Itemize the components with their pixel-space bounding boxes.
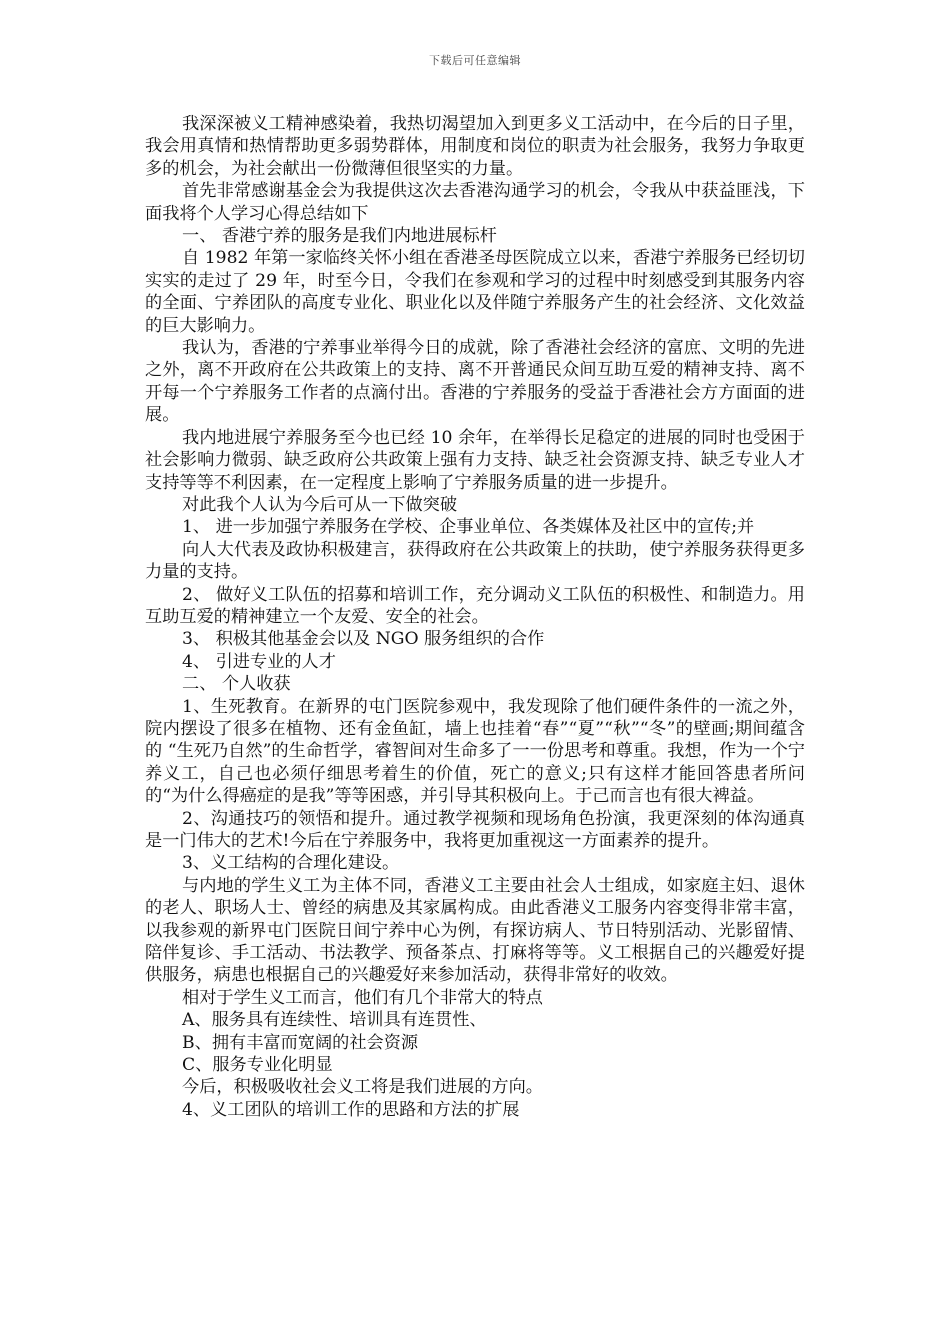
- paragraph: 自 1982 年第一家临终关怀小组在香港圣母医院成立以来，香港宁养服务已经切切实实的走过了 29 年，时至今日，令我们在参观和学习的过程中时刻感受到其服务内容的全面、宁养团队的高度专业化、职业化以及伴随宁养服务产生的社会经济、文化效益的巨大影响力。: [145, 248, 805, 336]
- paragraph: 对此我个人认为今后可从一下做突破: [182, 494, 458, 515]
- list-item: 2、沟通技巧的领悟和提升。通过教学视频和现场角色扮演，我更深刻的体沟通真是一门伟大的艺术!今后在宁养服务中，我将更加重视这一方面素养的提升。: [145, 808, 805, 851]
- paragraph: 首先非常感谢基金会为我提供这次去香港沟通学习的机会，令我从中获益匪浅，下面我将个人学习心得总结如下: [145, 181, 805, 224]
- page-header: 下载后可任意编辑: [429, 54, 521, 67]
- paragraph: 我深深被义工精神感染着，我热切渴望加入到更多义工活动中，在今后的日子里，我会用真情和热情帮助更多弱势群体，用制度和岗位的职责为社会服务，我努力争取更多的机会，为社会献出一份微薄但很坚实的力量。: [145, 114, 805, 179]
- section-heading: 二、 个人收获: [182, 674, 291, 695]
- list-item: 1、生死教育。在新界的屯门医院参观中，我发现除了他们硬件条件的一流之外，院内摆设了很多在植物、还有金鱼缸，墙上也挂着“春”“夏”“秋”“冬”的壁画;期间蕴含的 “生死乃自然”的生命哲学，睿智间对生命多了一一份思考和尊重。我想，作为一个宁养义工，自己也必须仔细思考着生的价值，死亡的意义;只有这样才能回答患者所问的“为什么得癌症的是我”等等困惑，并引导其积极向上。于己而言也有很大裨益。: [145, 696, 805, 807]
- document-body: [145, 113, 805, 1121]
- list-item: B、拥有丰富而宽阔的社会资源: [182, 1032, 419, 1053]
- list-item: 4、义工团队的培训工作的思路和方法的扩展: [182, 1099, 520, 1120]
- paragraph: 向人大代表及政协积极建言，获得政府在公共政策上的扶助，使宁养服务获得更多力量的支持。: [145, 539, 805, 583]
- list-item: 3、 积极其他基金会以及 NGO 服务组织的合作: [182, 629, 545, 650]
- list-item: 2、 做好义工队伍的招募和培训工作，充分调动义工队伍的积极性、和制造力。用互助互爱的精神建立一个友爱、安全的社会。: [145, 584, 805, 627]
- paragraph: 我认为，香港的宁养事业举得今日的成就，除了香港社会经济的富庶、文明的先进之外，离不开政府在公共政策上的支持、离不开普通民众间互助互爱的精神支持、离不开每一个宁养服务工作者的点滴付出。香港的宁养服务的受益于香港社会方方面面的进展。: [145, 338, 805, 426]
- paragraph: 相对于学生义工而言，他们有几个非常大的特点: [182, 987, 543, 1008]
- paragraph: 我内地进展宁养服务至今也已经 10 余年，在举得长足稳定的进展的同时也受困于社会影响力微弱、缺乏政府公共政策上强有力支持、缺乏社会资源支持、缺乏专业人才支持等等不利因素，在一定程度上影响了宁养服务质量的进一步提升。: [145, 427, 805, 493]
- list-item: C、服务专业化明显: [182, 1055, 333, 1076]
- list-item: A、服务具有连续性、培训具有连贯性、: [182, 1010, 487, 1031]
- section-heading: 一、 香港宁养的服务是我们内地进展标杆: [182, 226, 497, 247]
- paragraph: 与内地的学生义工为主体不同，香港义工主要由社会人士组成，如家庭主妇、退休的老人、职场人士、曾经的病患及其家属构成。由此香港义工服务内容变得非常丰富，以我参观的新界屯门医院日间宁养中心为例，有探访病人、节日特别活动、光影留情、陪伴复诊、手工活动、书法教学、预备茶点、打麻将等等。义工根据自己的兴趣爱好提供服务，病患也根据自己的兴趣爱好来参加活动，获得非常好的收效。: [145, 875, 805, 986]
- list-item: 1、 进一步加强宁养服务在学校、企事业单位、各类媒体及社区中的宣传;并: [182, 517, 755, 538]
- paragraph: 今后，积极吸收社会义工将是我们进展的方向。: [182, 1077, 543, 1098]
- list-item: 4、 引进专业的人才: [182, 651, 336, 672]
- list-item: 3、义工结构的合理化建设。: [182, 853, 400, 874]
